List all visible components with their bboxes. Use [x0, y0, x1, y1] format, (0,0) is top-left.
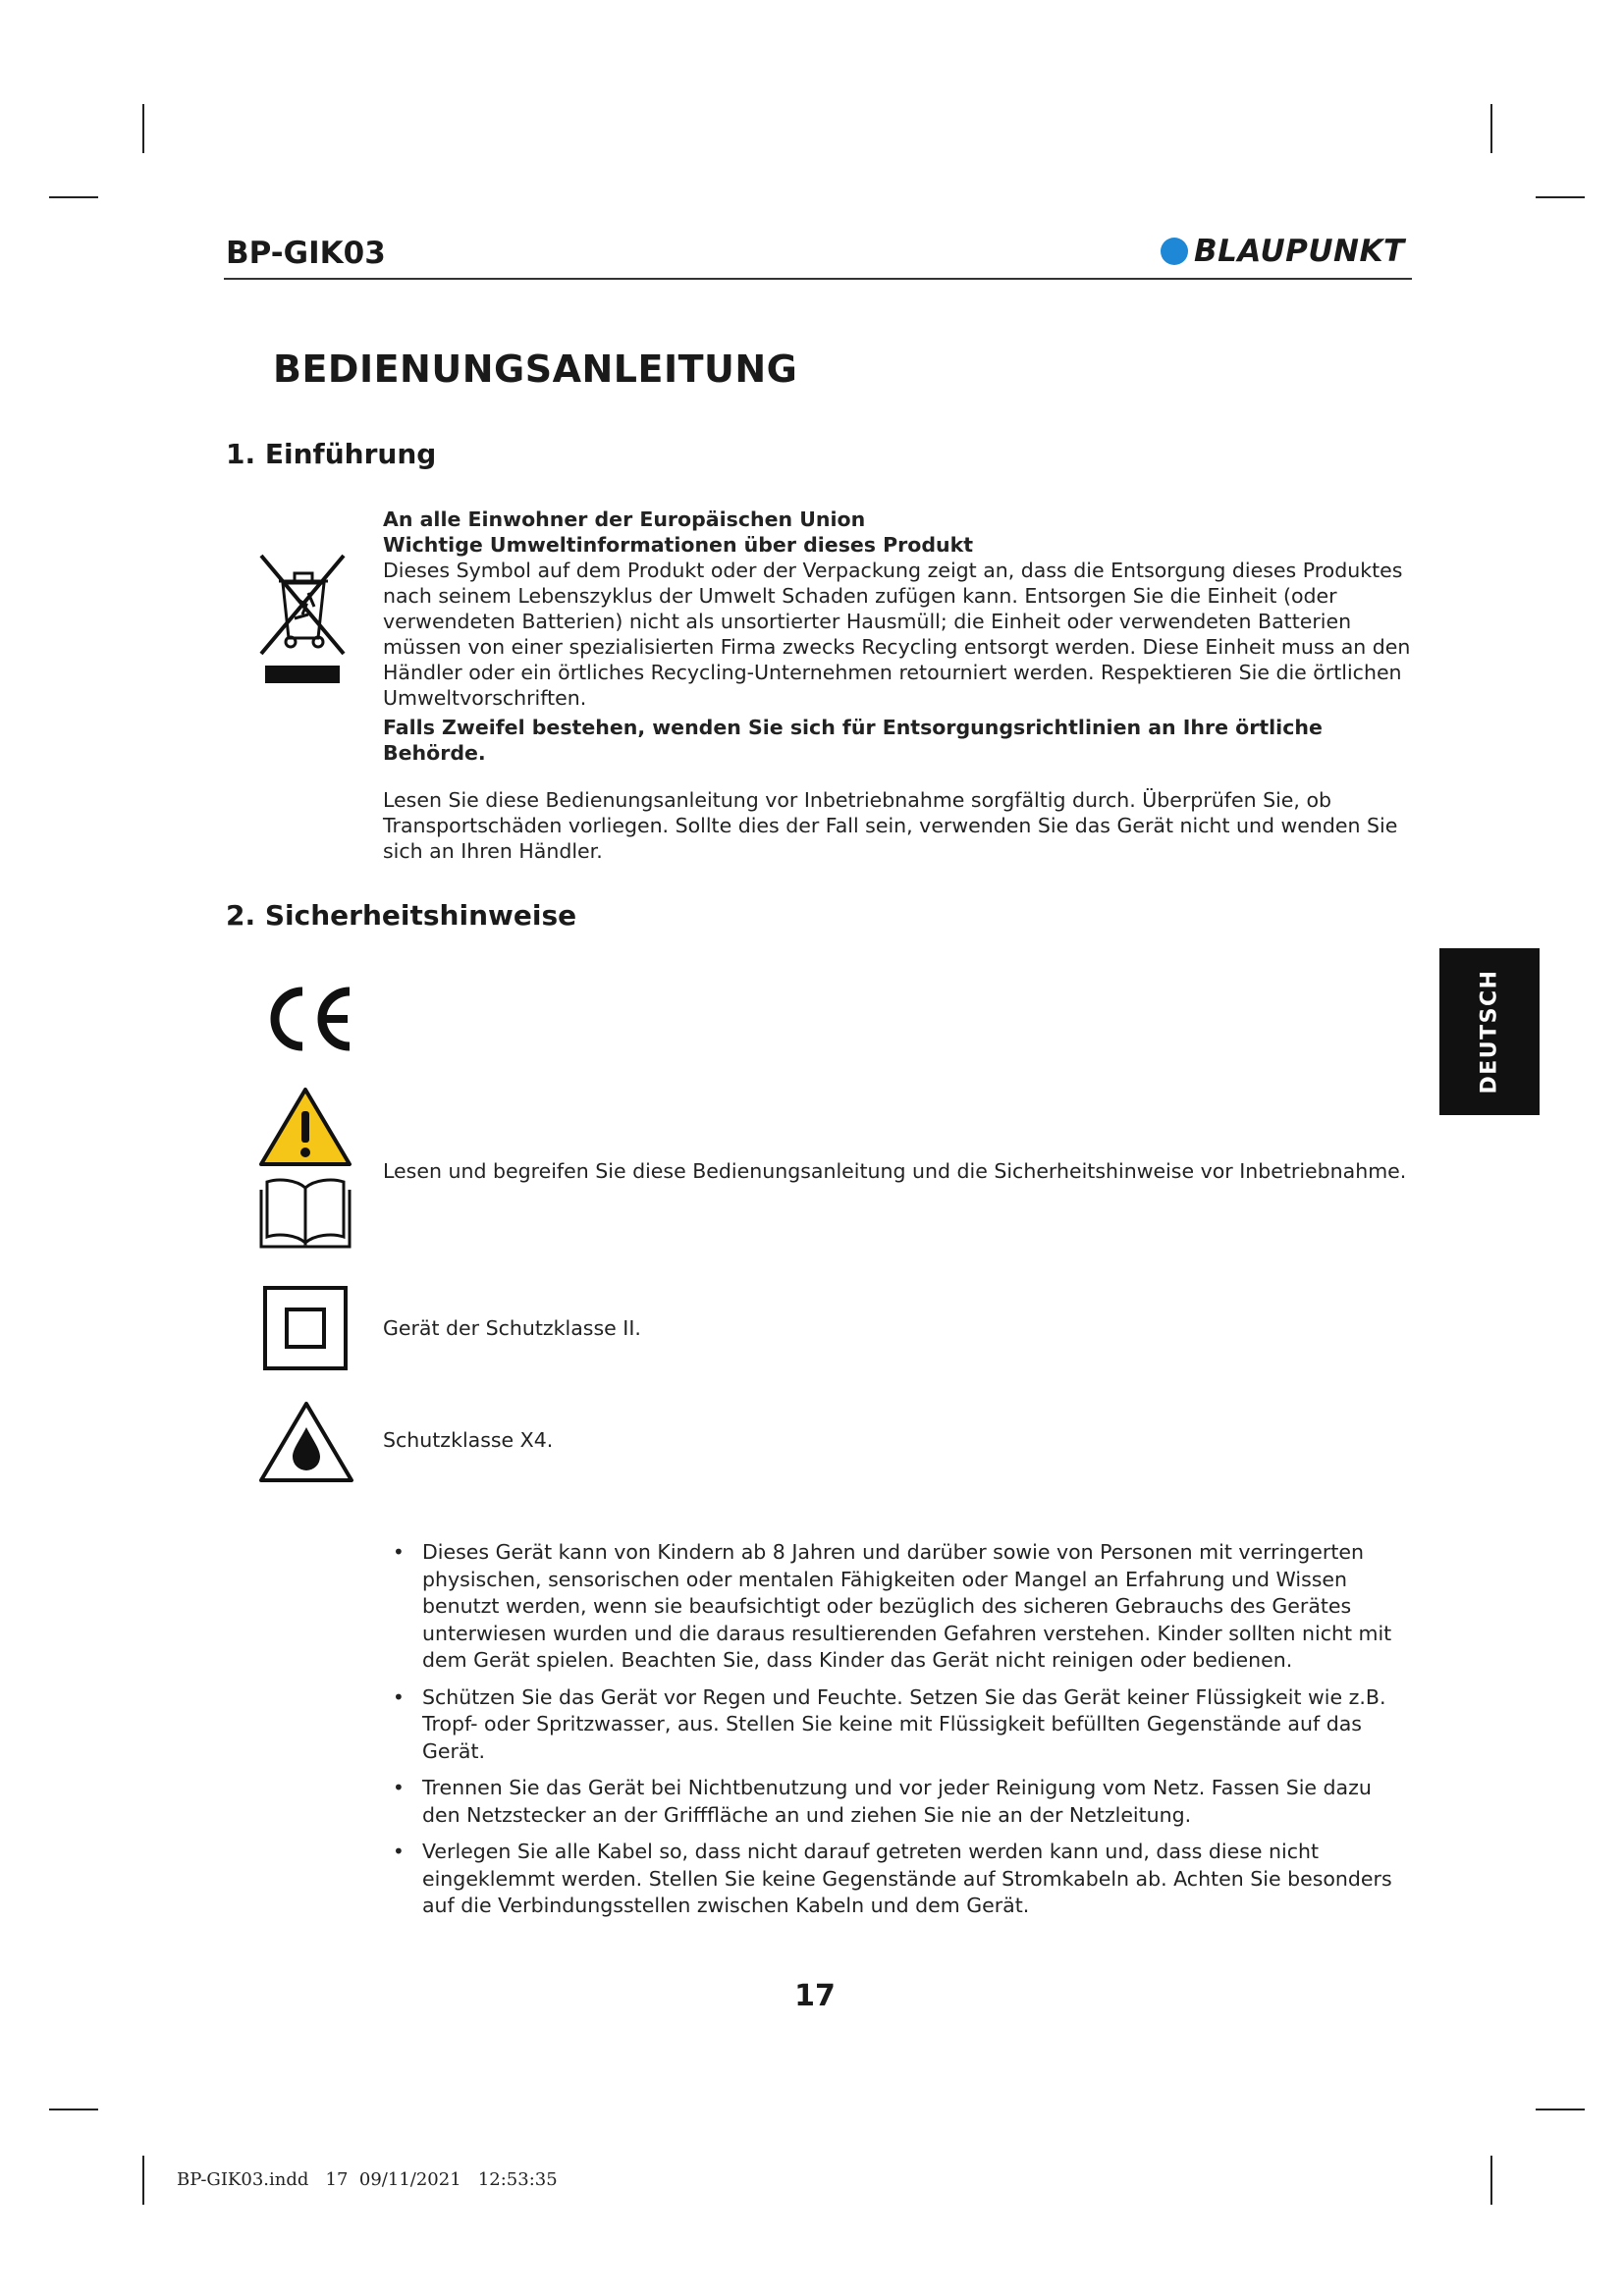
- brand-name: BLAUPUNKT: [1194, 234, 1405, 269]
- ce-mark-icon: [257, 982, 355, 1056]
- weee-notice: [383, 507, 1416, 766]
- weee-paragraph: Dieses Symbol auf dem Produkt oder der Verpackung zeigt an, dass die Entsorgung dieses Produktes nach seinem Lebenszyklus der Umwelt Schaden zufügen kann. Entsorgen Sie die Einheit (oder verwendeten Batterien) nicht als unsortierter Hausmüll; die Einheit oder verwendeten Batterien müssen von einer spezialisierten Firma zwecks Recycling entsorgt werden. Diese Einheit muss an den Händler oder ein örtliches Recycling-Unternehmen retourniert werden. Respektieren Sie die örtlichen Umweltvorschriften.: [383, 559, 1411, 710]
- x4-text: Schutzklasse X4.: [383, 1428, 554, 1452]
- class-2-text: Gerät der Schutzklasse II.: [383, 1316, 641, 1340]
- read-manual-text: Lesen und begreifen Sie diese Bedienungsanleitung und die Sicherheitshinweise vor Inbetriebnahme.: [383, 1159, 1407, 1183]
- warning-triangle-icon: [257, 1086, 353, 1168]
- env-info-line: Wichtige Umweltinformationen über dieses Produkt: [383, 533, 974, 557]
- list-item: • Schützen Sie das Gerät vor Regen und Feuchte. Setzen Sie das Gerät keiner Flüssigkeit wie z.B. Tropf- oder Spritzwasser, aus. Stellen Sie keine mit Flüssigkeit befüllten Gegenstände auf das Gerät.: [393, 1684, 1386, 1763]
- crop-mark: [1536, 196, 1585, 198]
- crop-mark: [1490, 104, 1492, 153]
- section-heading-introduction: 1. Einführung: [226, 438, 437, 470]
- crop-mark: [142, 104, 144, 153]
- print-slug: BP-GIK03.indd 17 09/11/2021 12:53:35: [177, 2169, 558, 2190]
- crop-mark: [49, 2109, 98, 2110]
- list-item: • Verlegen Sie alle Kabel so, dass nicht darauf getreten werden kann und, dass diese nicht eingeklemmt werden. Stellen Sie keine Gegenstände auf Stromkabeln ab. Achten Sie besonders auf die Verbindungsstellen zwischen Kabeln und dem Gerät.: [393, 1840, 1392, 1917]
- read-manual-icon: [257, 1172, 353, 1253]
- brand-logo: [1161, 232, 1412, 271]
- page-number: 17: [794, 1979, 836, 2013]
- model-number: BP-GIK03: [226, 236, 386, 271]
- section-heading-safety: 2. Sicherheitshinweise: [226, 899, 577, 932]
- language-tab: [1439, 948, 1540, 1115]
- crop-mark: [1536, 2109, 1585, 2110]
- disposal-authority-note: Falls Zweifel bestehen, wenden Sie sich für Entsorgungsrichtlinien an Ihre örtliche Behörde.: [383, 716, 1323, 765]
- safety-bullet-list: [393, 1539, 1414, 1930]
- header-divider: [224, 278, 1412, 280]
- weee-bin-icon: [257, 550, 348, 687]
- list-item: • Trennen Sie das Gerät bei Nichtbenutzung und vor jeder Reinigung vom Netz. Fassen Sie dazu den Netzstecker an der Grifffläche an und ziehen Sie nie an der Netzleitung.: [393, 1776, 1372, 1827]
- water-drop-triangle-icon: [257, 1400, 355, 1484]
- list-item: • Dieses Gerät kann von Kindern ab 8 Jahren und darüber sowie von Personen mit verringerten physischen, sensorischen oder mentalen Fähigkeiten oder Mangel an Erfahrung und Wissen benutzt werden, wenn sie beaufsichtigt oder bezüglich des sicheren Gebrauchs des Gerätes unterwiesen wurden und die daraus resultierenden Gefahren verstehen. Kinder sollten nicht mit dem Gerät spielen. Beachten Sie, dass Kinder das Gerät nicht reinigen oder bedienen.: [393, 1540, 1392, 1672]
- language-tab-label: DEUTSCH: [1477, 969, 1502, 1095]
- brand-dot-icon: [1161, 238, 1188, 265]
- crop-mark: [1490, 2156, 1492, 2205]
- page-title: BEDIENUNGSANLEITUNG: [273, 347, 798, 391]
- read-manual-paragraph: Lesen Sie diese Bedienungsanleitung vor Inbetriebnahme sorgfältig durch. Überprüfen Sie, ob Transportschäden vorliegen. Sollte dies der Fall sein, verwenden Sie das Gerät nicht und wenden Sie sich an Ihren Händler.: [383, 788, 1398, 863]
- crop-mark: [49, 196, 98, 198]
- crop-mark: [142, 2156, 144, 2205]
- eu-residents-line: An alle Einwohner der Europäischen Union: [383, 507, 866, 531]
- protection-class-2-icon: [263, 1286, 348, 1370]
